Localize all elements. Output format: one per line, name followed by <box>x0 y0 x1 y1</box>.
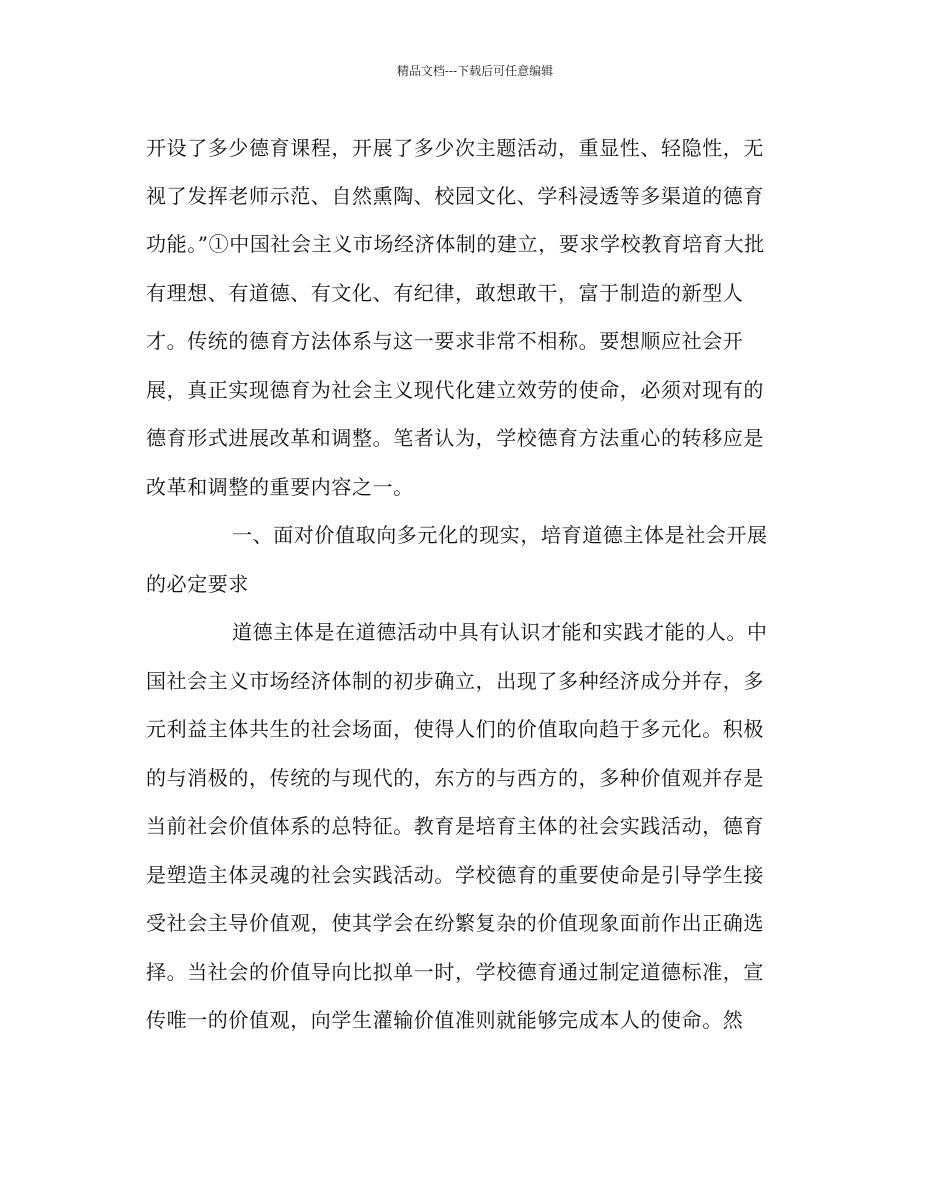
body-line: 展，真正实现德育为社会主义现代化建立效劳的使命，必须对现有的 <box>146 378 764 402</box>
body-line: 德育形式进展改革和调整。笔者认为，学校德育方法重心的转移应是 <box>146 426 764 450</box>
body-line: 国社会主义市场经济体制的初步确立，出现了多种经济成分并存，多 <box>146 669 764 693</box>
body-line: 传唯一的价值观，向学生灌输价值准则就能够完成本人的使命。然 <box>146 1008 744 1032</box>
body-line: 元利益主体共生的社会场面，使得人们的价值取向趋于多元化。积极 <box>146 717 764 741</box>
section-heading-line: 一、面对价值取向多元化的现实，培育道德主体是社会开展 <box>232 523 768 547</box>
page-header: 精品文档---下载后可任意编辑 <box>396 64 554 78</box>
body-line: 受社会主导价值观，使其学会在纷繁复杂的价值现象面前作出正确选 <box>146 911 764 935</box>
body-line: 道德主体是在道德活动中具有认识才能和实践才能的人。中 <box>232 620 768 644</box>
body-line: 视了发挥老师示范、自然熏陶、校园文化、学科浸透等多渠道的德育 <box>146 184 764 208</box>
body-line: 是塑造主体灵魂的社会实践活动。学校德育的重要使命是引导学生接 <box>146 863 764 887</box>
section-heading-line: 的必定要求 <box>146 572 249 596</box>
body-line: 择。当社会的价值导向比拟单一时，学校德育通过制定道德标准，宣 <box>146 960 764 984</box>
body-line: 改革和调整的重要内容之一。 <box>146 475 414 499</box>
body-line: 有理想、有道德、有文化、有纪律，敢想敢干，富于制造的新型人 <box>146 281 744 305</box>
body-line: 才。传统的德育方法体系与这一要求非常不相称。要想顺应社会开 <box>146 329 744 353</box>
body-line: 开设了多少德育课程，开展了多少次主题活动，重显性、轻隐性，无 <box>146 136 764 160</box>
body-line: 功能。”①中国社会主义市场经济体制的建立，要求学校教育培育大批 <box>146 232 765 256</box>
body-line: 的与消极的，传统的与现代的，东方的与西方的，多种价值观并存是 <box>146 766 764 790</box>
body-line: 当前社会价值体系的总特征。教育是培育主体的社会实践活动，德育 <box>146 814 764 838</box>
